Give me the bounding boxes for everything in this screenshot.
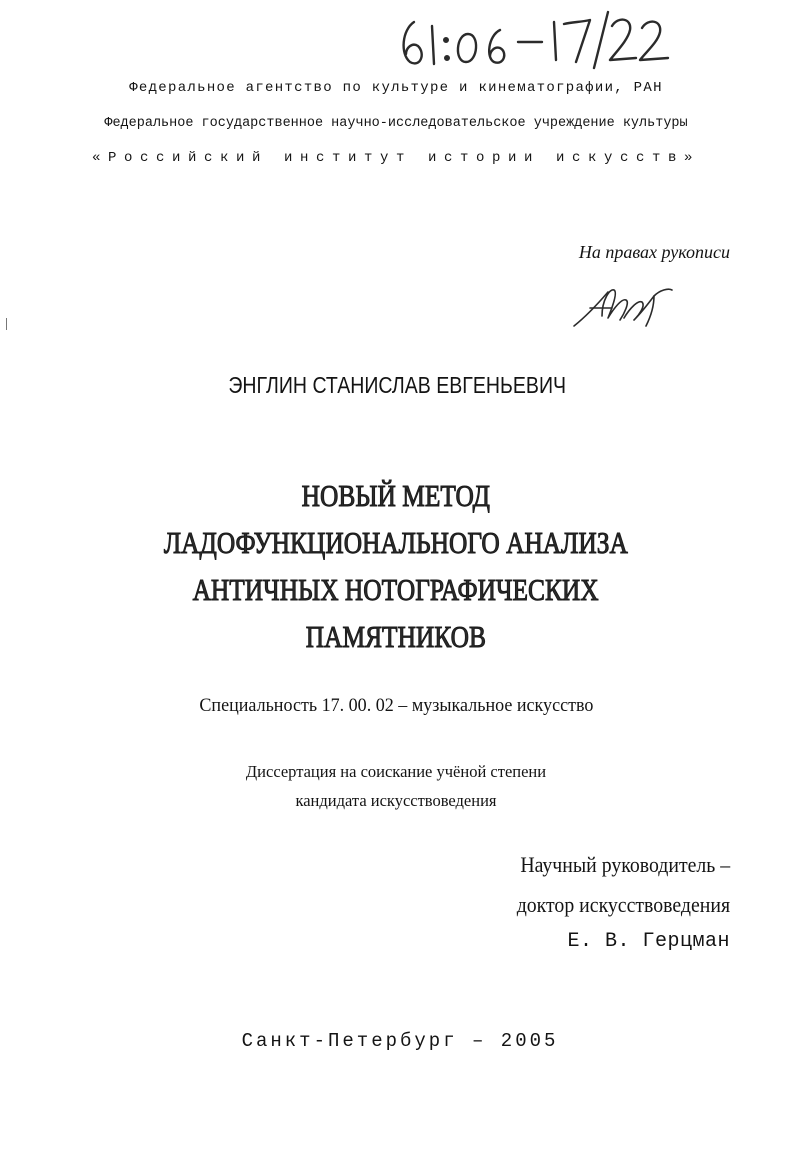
institution-institute-name: «Российский институт истории искусств»	[91, 150, 701, 166]
institution-federal-state: Федеральное государственное научно-исследовательское учреждение культуры	[104, 116, 688, 131]
margin-mark	[6, 318, 9, 330]
supervisor-degree: доктор искусствоведения	[516, 892, 730, 917]
institution-agency: Федеральное агентство по культуре и кинематографии, РАН	[129, 80, 663, 96]
dissertation-title-line: НОВЫЙ МЕТОД	[301, 478, 491, 513]
dissertation-title-line: ЛАДОФУНКЦИОНАЛЬНОГО АНАЛИЗА	[164, 525, 628, 560]
supervisor-name: Е. В. Герцман	[567, 930, 730, 953]
author-name: ЭНГЛИН СТАНИСЛАВ ЕВГЕНЬЕВИЧ	[228, 372, 567, 398]
specialty-line: Специальность 17. 00. 02 – музыкальное искусство	[198, 695, 594, 716]
archive-code-handwritten	[396, 4, 676, 74]
manuscript-rights-note: На правах рукописи	[578, 242, 730, 262]
dissertation-title-line: ПАМЯТНИКОВ	[305, 619, 487, 654]
dissertation-title-line: АНТИЧНЫХ НОТОГРАФИЧЕСКИХ	[192, 572, 600, 607]
degree-field: кандидата искусствоведения	[295, 791, 497, 810]
degree-statement: Диссертация на соискание учёной степени	[245, 762, 547, 781]
supervisor-role: Научный руководитель –	[520, 852, 730, 877]
place-and-year: Санкт-Петербург – 2005	[241, 1030, 559, 1052]
signature	[568, 278, 678, 334]
